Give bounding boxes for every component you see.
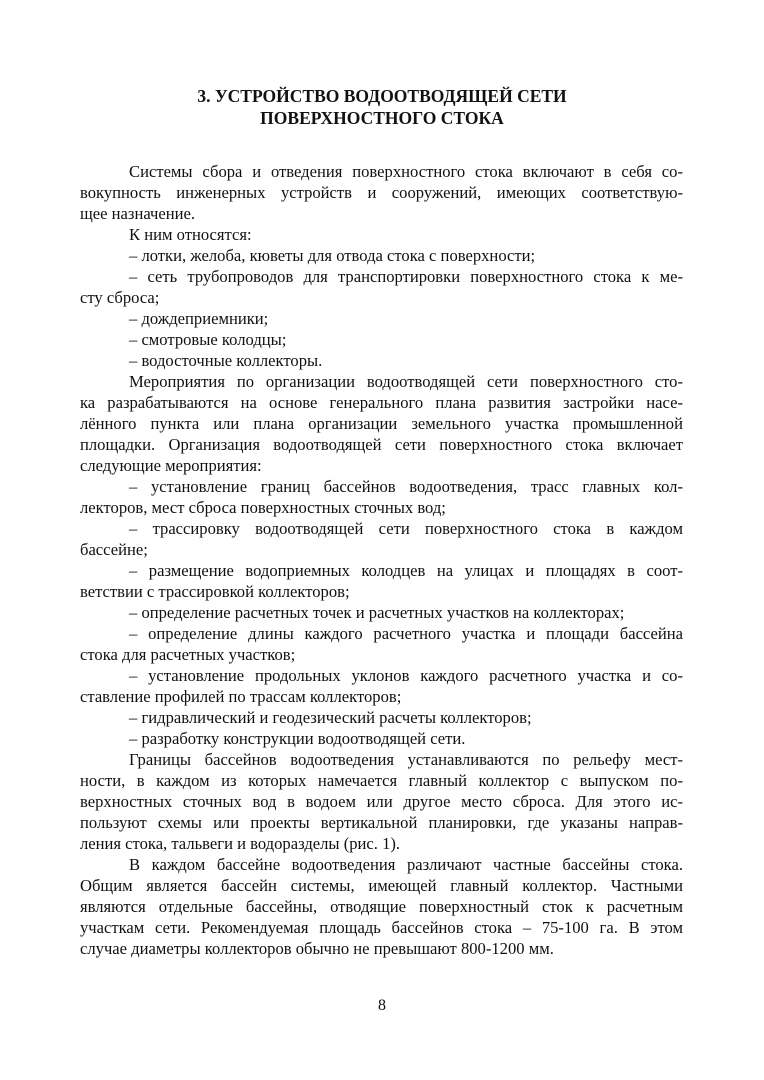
text-line: К ним относятся: <box>129 225 252 244</box>
page-number: 8 <box>378 997 386 1014</box>
text-line: щее назначение. <box>80 204 196 223</box>
text-line: площадки. Организация водоотводящей сети поверхностного стока включает <box>80 435 683 454</box>
text-line: ления стока, тальвеги и водоразделы (рис. 1). <box>80 834 401 853</box>
list-item: – трассировку водоотводящей сети поверхностного стока в каждом <box>129 519 683 538</box>
text-line: лённого пункта или плана организации земельного участка промышленной <box>80 414 683 433</box>
text-line: следующие мероприятия: <box>80 456 262 475</box>
list-item: – лотки, желоба, кюветы для отвода стока с поверхности; <box>129 246 536 265</box>
text-line: Системы сбора и отведения поверхностного стока включают в себя со- <box>129 162 683 181</box>
list-item: – смотровые колодцы; <box>129 330 287 349</box>
text-line: Общим является бассейн системы, имеющей главный коллектор. Частными <box>80 876 683 895</box>
list-item: – водосточные коллекторы. <box>129 351 323 370</box>
text-line: верхностных сточных вод в водоем или другое место сброса. Для этого ис- <box>80 792 683 811</box>
text-line: ка разрабатываются на основе генерального плана развития застройки насе- <box>80 393 683 412</box>
text-line: Границы бассейнов водоотведения устанавливаются по рельефу мест- <box>129 750 683 769</box>
list-item: – гидравлический и геодезический расчеты коллекторов; <box>129 708 532 727</box>
list-item: – размещение водоприемных колодцев на улицах и площадях в соот- <box>129 561 683 580</box>
text-line: ности, в каждом из которых намечается главный коллектор с выпуском по- <box>80 771 683 790</box>
body-text <box>80 161 683 959</box>
text-line: ветствии с трассировкой коллекторов; <box>80 582 350 601</box>
list-item: – установление продольных уклонов каждого расчетного участка и со- <box>129 666 683 685</box>
text-line: ставление профилей по трассам коллекторов; <box>80 687 402 706</box>
section-title-line-2: ПОВЕРХНОСТНОГО СТОКА <box>260 108 504 128</box>
list-item: – определение расчетных точек и расчетных участков на коллекторах; <box>129 603 625 622</box>
list-item: – разработку конструкции водоотводящей сети. <box>129 729 466 748</box>
text-line: участкам сети. Рекомендуемая площадь бассейнов стока – 75-100 га. В этом <box>80 918 683 937</box>
text-line: случае диаметры коллекторов обычно не превышают 800-1200 мм. <box>80 939 554 958</box>
text-line: В каждом бассейне водоотведения различают частные бассейны стока. <box>129 855 683 874</box>
section-title-line-1: 3. УСТРОЙСТВО ВОДООТВОДЯЩЕЙ СЕТИ <box>197 86 567 106</box>
list-item: – установление границ бассейнов водоотведения, трасс главных кол- <box>129 477 683 496</box>
text-line: стока для расчетных участков; <box>80 645 296 664</box>
list-item: – дождеприемники; <box>129 309 269 328</box>
text-line: Мероприятия по организации водоотводящей сети поверхностного сто- <box>129 372 683 391</box>
text-line: пользуют схемы или проекты вертикальной планировки, где указаны направ- <box>80 813 683 832</box>
text-line: сту сброса; <box>80 288 160 307</box>
text-line: лекторов, мест сброса поверхностных сточных вод; <box>80 498 446 517</box>
text-line: вокупность инженерных устройств и сооружений, имеющих соответствую- <box>80 183 683 202</box>
list-item: – определение длины каждого расчетного участка и площади бассейна <box>129 624 683 643</box>
text-line: являются отдельные бассейны, отводящие поверхностный сток к расчетным <box>80 897 683 916</box>
text-line: бассейне; <box>80 540 148 559</box>
list-item: – сеть трубопроводов для транспортировки поверхностного стока к ме- <box>129 267 683 286</box>
